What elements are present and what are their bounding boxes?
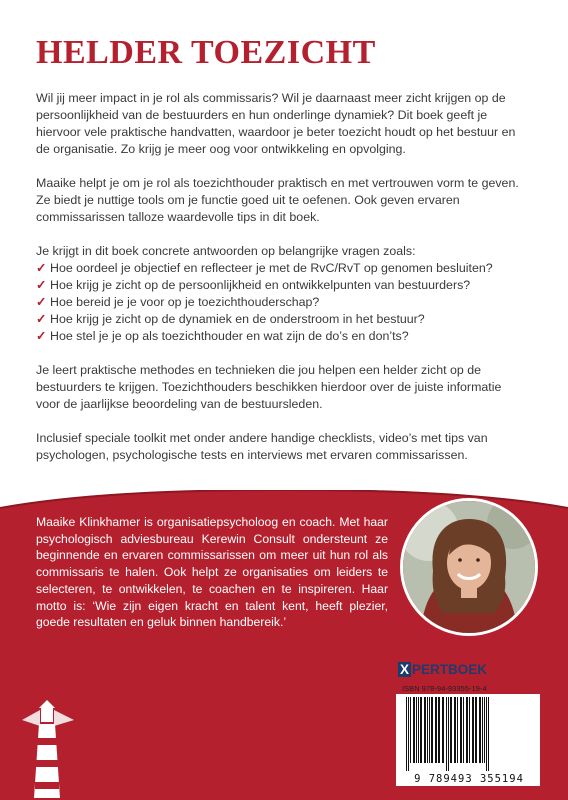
ean-number: 9 789493 355194 — [414, 773, 524, 785]
barcode-bar — [435, 697, 437, 763]
isbn-label: ISBN 978-94-93355-19-4 — [402, 684, 487, 693]
barcode-bar — [472, 697, 474, 763]
barcode-bar — [469, 697, 470, 763]
barcode-bar — [479, 697, 481, 763]
barcode-bar — [420, 697, 422, 763]
barcode-bar — [416, 697, 417, 763]
barcode-bar — [410, 697, 411, 763]
toolkit-paragraph: Inclusief speciale toolkit met onder andere handige checklists, video’s met tips van psychologen, psychologische tests en interviews met ervaren commissarissen. — [36, 431, 488, 462]
author-portrait-icon — [403, 501, 535, 633]
barcode-bar — [488, 697, 489, 771]
question-text: Hoe krijg je zicht op de dynamiek en de onderstroom in het bestuur? — [50, 312, 425, 326]
list-item — [36, 328, 526, 345]
barcode-bar — [431, 697, 433, 763]
barcode-bar — [448, 697, 449, 771]
barcode-bar — [486, 697, 487, 771]
back-cover-text — [36, 90, 526, 481]
list-item — [36, 277, 526, 294]
barcode-bar — [427, 697, 428, 763]
barcode-bar — [418, 697, 419, 763]
questions-list — [36, 260, 526, 345]
barcode-bar — [424, 697, 426, 763]
checkmark-icon: ✓ — [36, 295, 47, 309]
barcode-bar — [466, 697, 468, 763]
checkmark-icon: ✓ — [36, 261, 47, 275]
barcode-bar — [463, 697, 464, 763]
question-text: Hoe krijg je zicht op de persoonlijkheid en ontwikkelpunten van bestuurders? — [50, 278, 471, 292]
author-photo — [400, 498, 538, 636]
barcode-bar — [484, 697, 485, 763]
question-text: Hoe bereid je je voor op je toezichthouderschap? — [50, 295, 320, 309]
barcode-bar — [460, 697, 462, 763]
barcode-bar — [475, 697, 477, 763]
list-item — [36, 260, 526, 277]
questions-intro: Je krijgt in dit boek concrete antwoorden op belangrijke vragen zoals: — [36, 244, 416, 258]
barcode-bar — [438, 697, 440, 763]
second-paragraph: Maaike helpt je om je rol als toezichthouder praktisch en met vertrouwen vorm te geven. Ze biedt je nuttige tools om je functie goed uit te oefenen. Ook geven ervaren commissarissen talloze waardevolle tips in dit boek. — [36, 176, 519, 224]
barcode-bar — [442, 697, 444, 763]
barcode-bar — [457, 697, 458, 763]
barcode-bar — [429, 697, 430, 763]
list-item — [36, 294, 526, 311]
barcode-bar — [482, 697, 483, 763]
barcode-bar — [450, 697, 452, 763]
publisher-logo — [398, 662, 487, 677]
publisher-name: PERTBOEK — [412, 662, 488, 677]
book-title: HELDER TOEZICHT — [36, 34, 376, 71]
barcode-bar — [413, 697, 415, 763]
barcode-bar — [406, 697, 407, 771]
lighthouse-icon — [22, 698, 74, 798]
barcode-bar — [446, 697, 447, 771]
barcode — [404, 697, 532, 771]
author-bio: Maaike Klinkhamer is organisatiepsycholoog en coach. Met haar psychologisch adviesbureau Kerewin Consult ondersteunt ze beginnende en ervaren commissarissen om meer uit hun rol als commissaris te halen. Ook helpt ze organisaties om leiders te selecteren, te ontwikkelen, te coachen en te inspireren. Haar motto is: ‘Wie zijn eigen kracht en talent kent, heeft plezier, goede resultaten en geluk binnen handbereik.’ — [36, 515, 388, 630]
barcode-bar — [454, 697, 456, 763]
checkmark-icon: ✓ — [36, 278, 47, 292]
checkmark-icon: ✓ — [36, 312, 47, 326]
question-text: Hoe stel je je op als toezichthouder en wat zijn de do’s en don’ts? — [50, 329, 409, 343]
publisher-logo-mark: X — [400, 662, 410, 677]
intro-paragraph: Wil jij meer impact in je rol als commissaris? Wil je daarnaast meer zicht krijgen op de persoonlijkheid van de bestuurders en hun onderlinge dynamiek? Dit boek geeft je hiervoor vele praktische handvatten, waardoor je beter toezicht houdt op het bestuur en de organisatie. Zo krijg je meer oog voor ontwikkeling en opvolging. — [36, 91, 516, 156]
list-item — [36, 311, 526, 328]
checkmark-icon: ✓ — [36, 329, 47, 343]
question-text: Hoe oordeel je objectief en reflecteer je met de RvC/RvT op genomen besluiten? — [50, 261, 493, 275]
methods-paragraph: Je leert praktische methodes en technieken die jou helpen een helder zicht op de bestuurders te krijgen. Toezichthouders beschikken hierdoor over de juiste informatie voor de jaarlijkse beoordeling van de bestuursleden. — [36, 363, 502, 411]
barcode-bar — [408, 697, 409, 771]
